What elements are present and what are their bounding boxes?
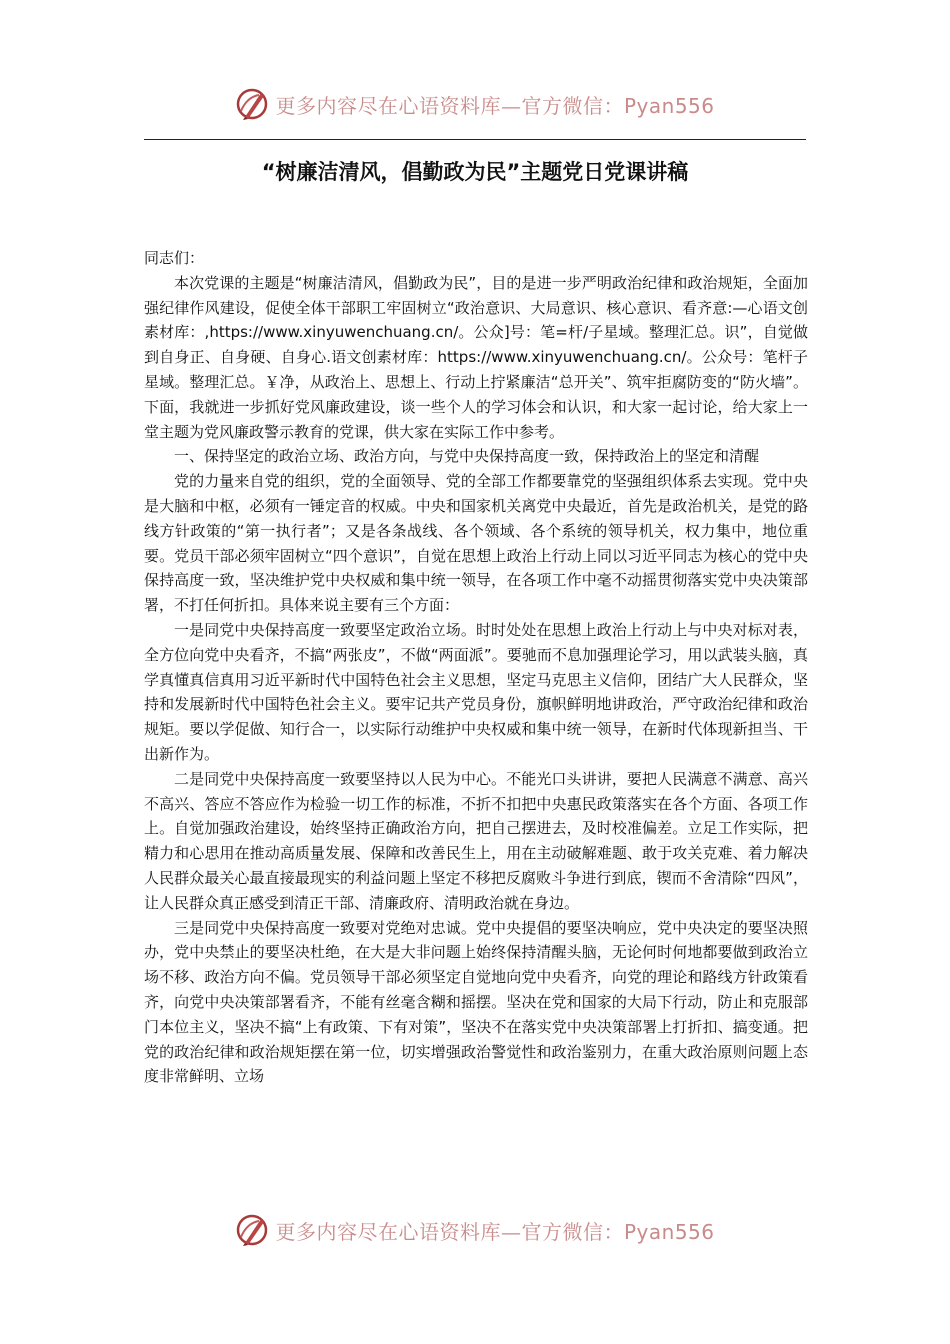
- paragraph-point-1: 一是同党中央保持高度一致要坚定政治立场。时时处处在思想上政治上行动上与中央对标对表，全方位向党中央看齐，不搞“两张皮”，不做“两面派”。要驰而不息加强理论学习，用以武装头脑，真学真懂真信真用习近平新时代中国特色社会主义思想，坚定马克思主义信仰，团结广大人民群众，坚持和发展新时代中国特色社会主义。要牢记共产党员身份，旗帜鲜明地讲政治，严守政治纪律和政治规矩。要以学促做、知行合一，以实际行动维护中央权威和集中统一领导，在新时代体现新担当、干出新作为。: [144, 620, 808, 763]
- footer-banner: [0, 1208, 950, 1252]
- section-heading-1: 一、保持坚定的政治立场、政治方向，与党中央保持高度一致，保持政治上的坚定和清醒: [174, 447, 760, 466]
- pen-in-circle-logo-icon: [235, 87, 269, 121]
- document-title: “树廉洁清风，倡勤政为民”主题党日党课讲稿: [261, 160, 689, 184]
- salutation: 同志们：: [144, 249, 205, 267]
- pen-in-circle-logo-icon: [235, 1213, 269, 1247]
- banner-text: 更多内容尽在心语资料库—官方微信：Pyan556: [275, 1219, 715, 1244]
- paragraph-intro: 本次党课的主题是“树廉洁清风，倡勤政为民”，目的是进一步严明政治纪律和政治规矩，全面加强纪律作风建设，促使全体干部职工牢固树立“政治意识、大局意识、核心意识、看齐意:—心语文创素材库：,https://www.xinyuwenchuang.cn/。公众]号：笔=杆/子星域。整理汇总。识”，自觉做到自身正、自身硬、自身心.语文创素材库：https://www.xinyuwenchuang.cn/。公众号：笔杆子星域。整理汇总。￥净，从政治上、思想上、行动上拧紧廉洁“总开关”、筑牢拒腐防变的“防火墙”。下面，我就进一步抓好党风廉政建设，谈一些个人的学习体会和认识，和大家一起讨论，给大家上一堂主题为党风廉政警示教育的党课，供大家在实际工作中参考。: [144, 273, 808, 441]
- paragraph-point-3: 三是同党中央保持高度一致要对党绝对忠诚。党中央提倡的要坚决响应，党中央决定的要坚决照办，党中央禁止的要坚决杜绝，在大是大非问题上始终保持清醒头脑，无论何时何地都要做到政治立场不移、政治方向不偏。党员领导干部必须坚定自觉地向党中央看齐，向党的理论和路线方针政策看齐，向党中央决策部署看齐，不能有丝毫含糊和摇摆。坚决在党和国家的大局下行动，防止和克服部门本位主义，坚决不搞“上有政策、下有对策”，坚决不在落实党中央决策部署上打折扣、搞变通。把党的政治纪律和政治规矩摆在第一位，切实增强政治警觉性和政治鉴别力，在重大政治原则问题上态度非常鲜明、立场: [144, 918, 808, 1086]
- paragraph-point-2: 二是同党中央保持高度一致要坚持以人民为中心。不能光口头讲讲，要把人民满意不满意、高兴不高兴、答应不答应作为检验一切工作的标准，不折不扣把中央惠民政策落实在各个方面、各项工作上。自觉加强政治建设，始终坚持正确政治方向，把自己摆进去，及时校准偏差。立足工作实际，把精力和心思用在推动高质量发展、保障和改善民生上，用在主动破解难题、敢于攻关克难、着力解决人民群众最关心最直接最现实的利益问题上坚定不移把反腐败斗争进行到底，锲而不舍清除“四风”，让人民群众真正感受到清正干部、清廉政府、清明政治就在身边。: [144, 769, 808, 912]
- wechat-handle: Pyan556: [623, 1219, 715, 1244]
- document-body: [144, 246, 808, 1089]
- banner-text: 更多内容尽在心语资料库—官方微信：Pyan556: [275, 93, 715, 118]
- header-divider: [144, 139, 806, 140]
- wechat-handle: Pyan556: [623, 93, 715, 118]
- paragraph: 党的力量来自党的组织，党的全面领导、党的全部工作都要靠党的坚强组织体系去实现。党中央是大脑和中枢，必须有一锤定音的权威。中央和国家机关离党中央最近，首先是政治机关，是党的路线方针政策的“第一执行者”；又是各条战线、各个领域、各个系统的领导机关，权力集中，地位重要。党员干部必须牢固树立“四个意识”，自觉在思想上政治上行动上同以习近平同志为核心的党中央保持高度一致，坚决维护党中央权威和集中统一领导，在各项工作中毫不动摇贯彻落实党中央决策部署，不打任何折扣。具体来说主要有三个方面：: [144, 472, 808, 615]
- header-banner: [0, 82, 950, 126]
